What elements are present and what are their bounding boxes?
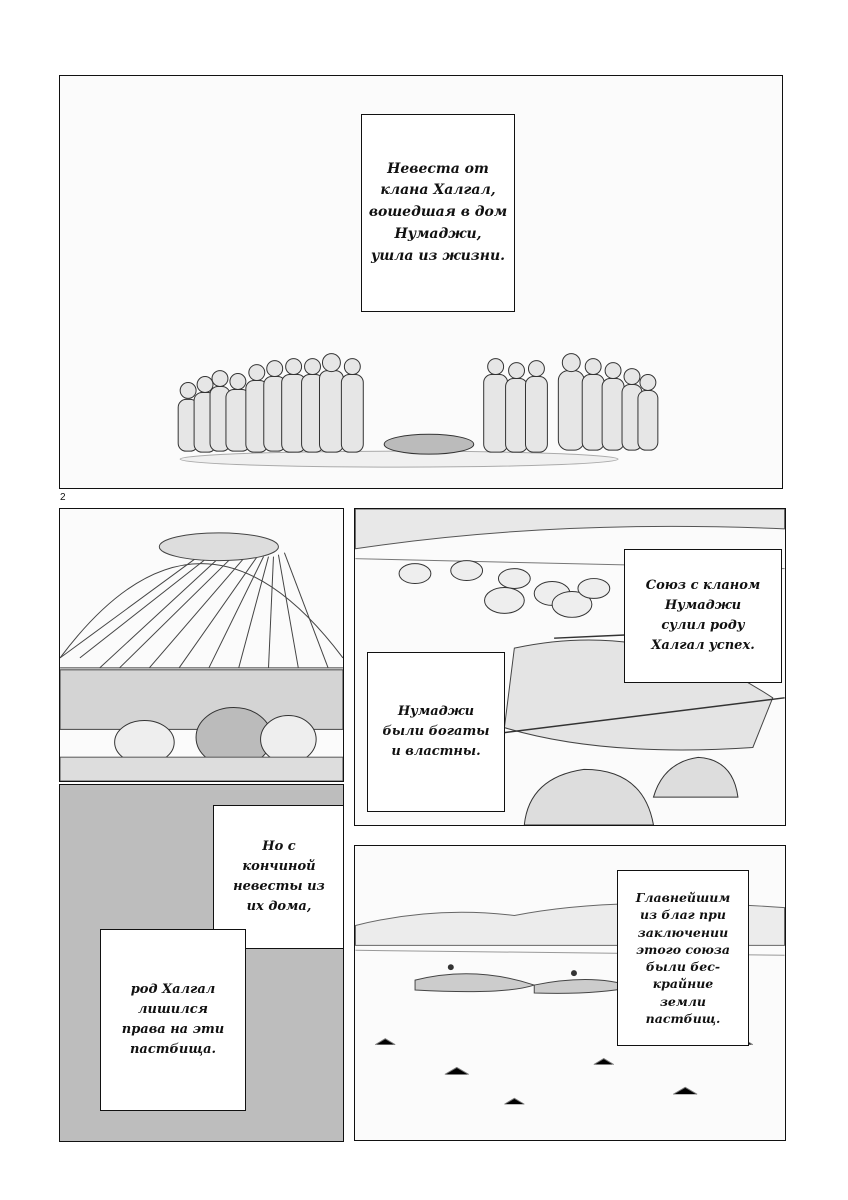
panel-yurt-interior	[59, 508, 344, 782]
panel-funeral	[59, 75, 783, 489]
yurt-interior-illustration	[60, 509, 343, 781]
panel-camp	[354, 508, 786, 826]
caption-lost-pasture-rights: род Халгал лишился права на эти пастбища.	[100, 929, 246, 1111]
panel-lower-left	[59, 784, 344, 1142]
caption-bride-died: Невеста от клана Халгал, вошедшая в дом Нумаджи, ушла из жизни.	[361, 114, 515, 312]
caption-alliance-promised: Союз с кланом Нумаджи сулил роду Халгал успех.	[624, 549, 782, 683]
page-number: 2	[60, 492, 66, 503]
panel-steppe	[354, 845, 786, 1141]
caption-but-with-death: Но с кончиной невесты из их дома,	[213, 805, 344, 949]
caption-pasture-lands: Главнейшим из благ при заключении этого союза были бес- крайние земли пастбищ.	[617, 870, 749, 1046]
caption-numaji-rich: Нумаджи были богаты и властны.	[367, 652, 505, 812]
